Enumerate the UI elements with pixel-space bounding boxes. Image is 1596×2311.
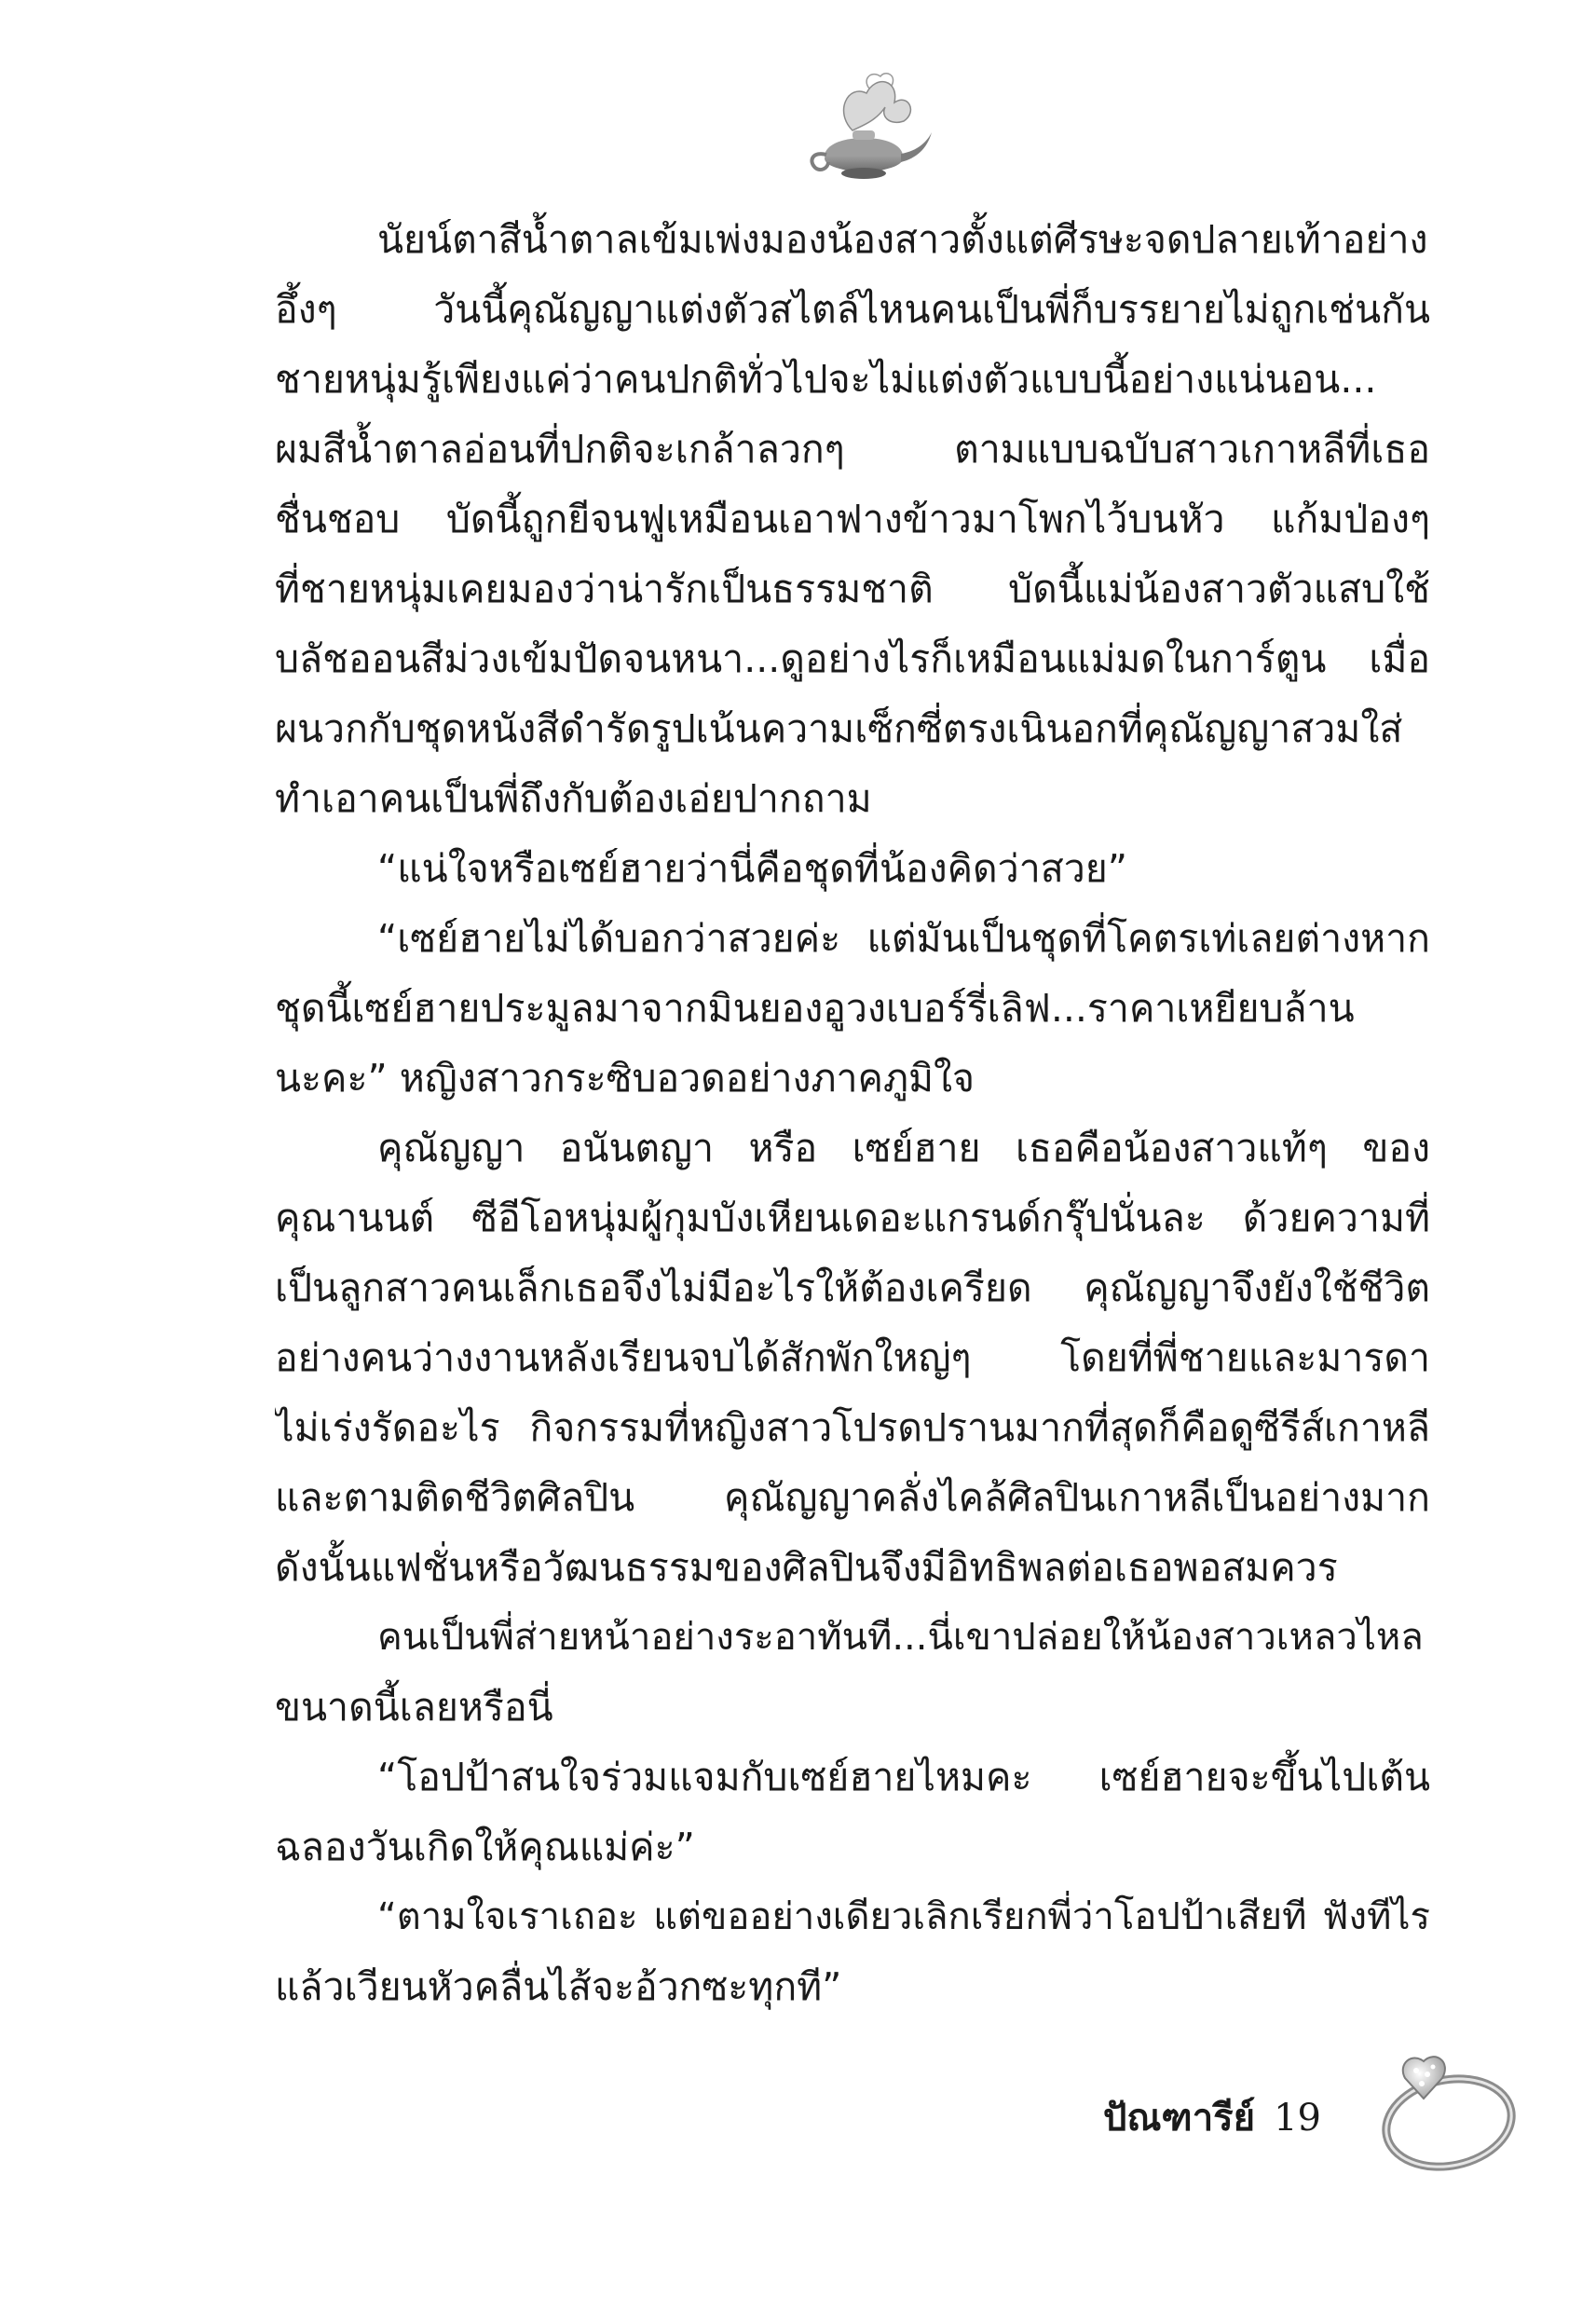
text-line: “โอปป้าสนใจร่วมแจมกับเซย์ฮายไหมคะ เซย์ฮายจะขึ้นไปเต้น: [377, 1755, 1430, 1799]
page-number: 19: [1274, 2097, 1321, 2140]
page-footer: [1103, 2087, 1321, 2147]
author-name: ปัณฑารีย์: [1103, 2096, 1256, 2140]
text-line: คุณานนต์ ซีอีโอหนุ่มผู้กุมบังเหียนเดอะแกรนด์กรุ๊ปนั่นละ ด้วยความที่: [275, 1196, 1430, 1240]
text-line: บลัชออนสีม่วงเข้มปัดจนหนา...ดูอย่างไรก็เหมือนแม่มดในการ์ตูน เมื่อ: [275, 636, 1430, 681]
text-line: นะคะ” หญิงสาวกระซิบอวดอย่างภาคภูมิใจ: [275, 1056, 975, 1101]
text-line: ทำเอาคนเป็นพี่ถึงกับต้องเอ่ยปากถาม: [275, 776, 872, 821]
text-line: “แน่ใจหรือเซย์ฮายว่านี่คือชุดที่น้องคิดว่าสวย”: [377, 846, 1128, 891]
text-line: เป็นลูกสาวคนเล็กเธอจึงไม่มีอะไรให้ต้องเครียด คุณัญญาจึงยังใช้ชีวิต: [275, 1265, 1430, 1310]
text-line: ผนวกกับชุดหนังสีดำรัดรูปเน้นความเซ็กซี่ตรงเนินอกที่คุณัญญาสวมใส่: [275, 706, 1403, 751]
text-line: ดังนั้นแฟชั่นหรือวัฒนธรรมของศิลปินจึงมีอิทธิพลต่อเธอพอสมควร: [275, 1545, 1338, 1590]
text-line: ที่ชายหนุ่มเคยมองว่าน่ารักเป็นธรรมชาติ บัดนี้แม่น้องสาวตัวแสบใช้: [275, 567, 1430, 611]
text-line: ผมสีน้ำตาลอ่อนที่ปกติจะเกล้าลวกๆ ตามแบบฉบับสาวเกาหลีที่เธอ: [275, 427, 1430, 472]
text-line: ขนาดนี้เลยหรือนี่: [275, 1685, 553, 1730]
genie-lamp-icon: [797, 65, 936, 196]
text-line: อย่างคนว่างงานหลังเรียนจบได้สักพักใหญ่ๆ โดยที่พี่ชายและมารดา: [275, 1335, 1430, 1380]
text-line: ชื่นชอบ บัดนี้ถูกยีจนฟูเหมือนเอาฟางข้าวมาโพกไว้บนหัว แก้มป่องๆ: [275, 497, 1430, 541]
text-line: คนเป็นพี่ส่ายหน้าอย่างระอาทันที...นี่เขาปล่อยให้น้องสาวเหลวไหล: [377, 1616, 1424, 1659]
text-line: “ตามใจเราเถอะ แต่ขออย่างเดียวเลิกเรียกพี่ว่าโอปป้าเสียที ฟังทีไร: [377, 1895, 1430, 1938]
text-line: นัยน์ตาสีน้ำตาลเข้มเพ่งมองน้องสาวตั้งแต่ศีรษะจดปลายเท้าอย่าง: [377, 217, 1428, 262]
text-line: ชุดนี้เซย์ฮายประมูลมาจากมินยองอูวงเบอร์รี่เลิฟ...ราคาเหยียบล้าน: [275, 986, 1355, 1031]
text-line: แล้วเวียนหัวคลื่นไส้จะอ้วกซะทุกที”: [275, 1964, 842, 2009]
text-line: ฉลองวันเกิดให้คุณแม่ค่ะ”: [275, 1825, 695, 1869]
text-line: อึ้งๆ วันนี้คุณัญญาแต่งตัวสไตล์ไหนคนเป็นพี่ก็บรรยายไม่ถูกเช่นกัน: [275, 287, 1430, 332]
text-line: ชายหนุ่มรู้เพียงแค่ว่าคนปกติทั่วไปจะไม่แต่งตัวแบบนี้อย่างแน่นอน...: [275, 357, 1377, 402]
text-line: “เซย์ฮายไม่ได้บอกว่าสวยค่ะ แต่มันเป็นชุดที่โคตรเท่เลยต่างหาก: [377, 916, 1430, 961]
text-line: และตามติดชีวิตศิลปิน คุณัญญาคลั่งไคล้ศิลปินเกาหลีเป็นอย่างมาก: [275, 1475, 1430, 1520]
ring-icon: [1360, 2041, 1519, 2181]
body-text: [275, 205, 1430, 2069]
text-line: คุณัญญา อนันตญา หรือ เซย์ฮาย เธอคือน้องสาวแท้ๆ ของ: [377, 1126, 1430, 1170]
text-line: ไม่เร่งรัดอะไร กิจกรรมที่หญิงสาวโปรดปรานมากที่สุดก็คือดูซีรีส์เกาหลี: [275, 1405, 1430, 1450]
